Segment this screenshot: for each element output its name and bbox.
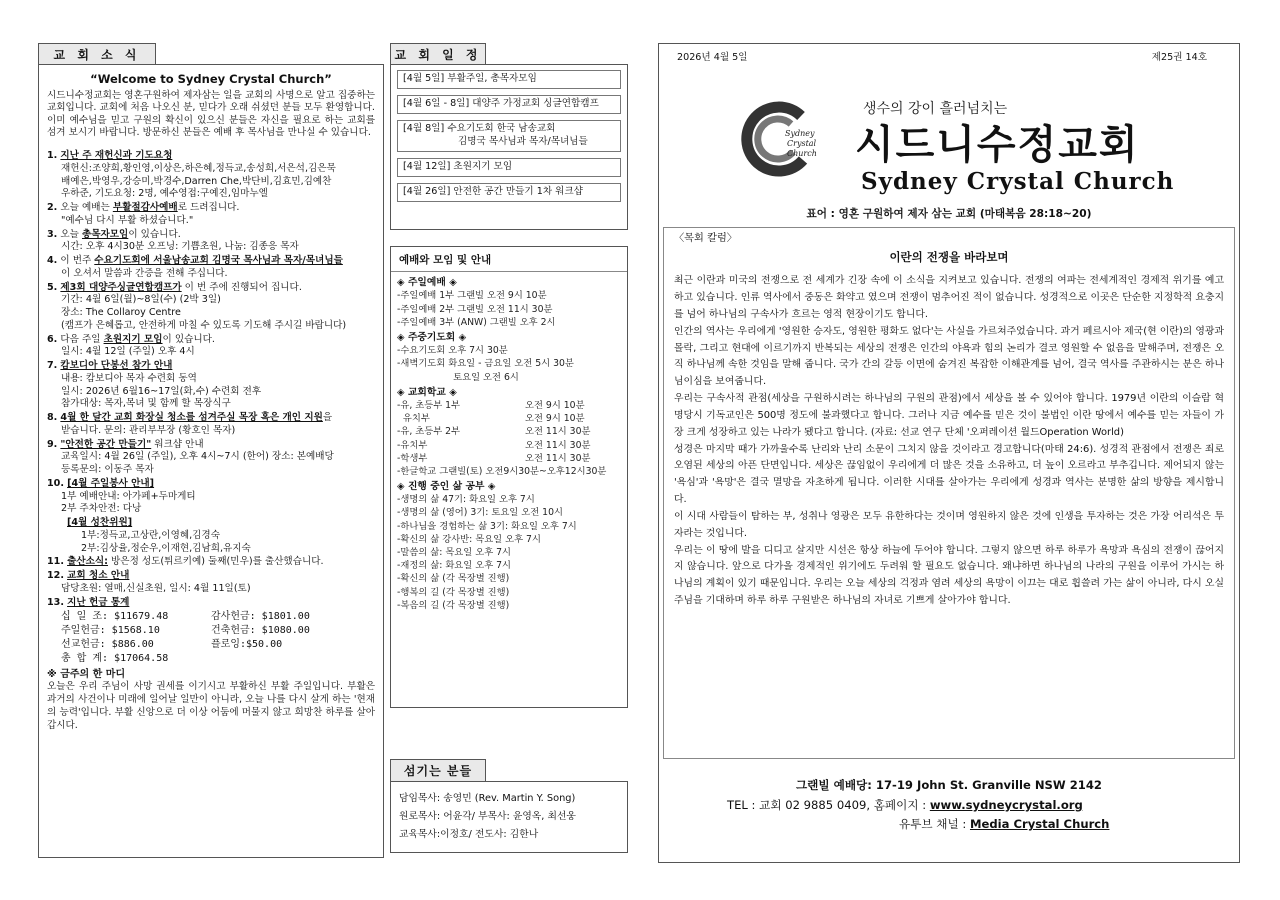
worship-line xyxy=(397,452,621,465)
worship-line-label: -수요기도회 오후 7시 30분 xyxy=(397,345,508,357)
news-item-post: 을 xyxy=(322,412,333,424)
news-item-line: 2부:김상율,정순우,이재현,김남희,유지숙 xyxy=(81,542,251,554)
news-item-line: 기간: 4월 6일(월)~8일(수) (2박 3일) xyxy=(61,294,221,306)
news-item-line: 등록문의: 이동주 목자 xyxy=(61,464,154,476)
schedule-tab: 교 회 일 정 xyxy=(390,43,486,65)
news-item-line: 참가대상: 목자,목녀 및 함께 할 목장식구 xyxy=(61,398,231,410)
news-item xyxy=(47,439,375,477)
worship-line-label: -유, 초등부 2부 xyxy=(397,426,461,438)
column-paragraph: 최근 이란과 미국의 전쟁으로 전 세계가 긴장 속에 이 소식을 지켜보고 있습니다. 전쟁의 여파는 전세계적인 경제적 위기를 예고 하고 있습니다. 인류 역사에서 중동은 화약고 였으며 전쟁이 멈추어진 적이 없습니다. 성경적으로 이곳은 단순한 지정학적 요충지를 넘어 하나님의 구속사가 흐르는 영적 현장이기도 합니다. xyxy=(674,275,1224,320)
news-item-head: [4월 성찬위원] xyxy=(67,517,133,529)
news-item-number: 5. xyxy=(47,281,58,293)
youtube-line xyxy=(659,815,1239,835)
news-item-post: 방은정 성도(튀르키예) 둘째(민우)를 출산했습니다. xyxy=(107,556,324,568)
worship-line xyxy=(397,533,621,546)
news-item-number: 8. xyxy=(47,412,58,424)
church-footer xyxy=(659,776,1239,835)
church-logo xyxy=(733,94,823,184)
worship-line-label: -확신의 삶 (각 목장별 진행) xyxy=(397,573,510,585)
news-item-head: 총목자모임 xyxy=(81,228,129,240)
news-item-line: 장소: The Collaroy Centre xyxy=(61,307,181,319)
worship-line-label: 토요일 오전 6시 xyxy=(397,371,519,383)
news-item-number: 7. xyxy=(47,360,58,372)
worship-line-label: -주일예배 3부 (ANW) 그랜빌 오후 2시 xyxy=(397,316,556,328)
worship-line-label: -학생부 xyxy=(397,452,428,464)
church-name-english: Sydney Crystal Church xyxy=(861,168,1175,195)
schedule-row xyxy=(397,70,621,89)
news-item-head: 교회 청소 안내 xyxy=(67,570,130,582)
news-item-pre: 오늘 xyxy=(60,228,82,240)
worship-line xyxy=(397,289,621,302)
column-paragraph: 이 시대 사람들이 탐하는 부, 성취나 영광은 모두 유한하다는 것이며 영원하지 않은 것에 인생을 투자하는 것은 가장 어리석은 투자라는 것입니다. xyxy=(674,510,1224,539)
column-paragraph: 인간의 역사는 우리에게 '영원한 승자도, 영원한 평화도 없다'는 사실을 가르쳐주었습니다. 과거 페르시아 제국(현 이란)의 영광과 몰락, 그리고 현대에 이르기까지 반복되는 세상의 전쟁은 인간의 야욕과 힘의 논리가 결코 영원할 수 없음을 말해주며, 전쟁은 오직 하나님께 속한 것임을 말해 줍니다. 국가 간의 갈등 이면에 숨겨진 복잡한 이해관계를 넘어, 결국 역사를 주관하시는 분은 하나님이심을 보여줍니다. xyxy=(674,325,1224,388)
closing-text: 오늘은 우리 주님이 사망 권세를 이기시고 부활하신 부활 주일입니다. 부활은 과거의 사건이나 미래에 일어날 일만이 아니라, 오늘 나를 다시 살게 하는 '현재의 능력'입니다. 부활 신앙으로 더 이상 어둠에 머물지 않고 희망찬 하루를 살아갑시다. xyxy=(47,681,375,731)
offering-stat: 건축헌금: $1080.00 xyxy=(211,625,310,637)
news-item-line: 배예은,박영우,강승미,박경수,Darren Che,박단비,김효민,김예찬 xyxy=(61,175,332,187)
news-tab: 교 회 소 식 xyxy=(38,43,156,65)
news-item-head: 지난 헌금 통계 xyxy=(67,596,130,608)
news-item-head: 수요기도회에 서울남송교회 김명국 목사님과 목자/목녀님들 xyxy=(94,255,343,267)
worship-line xyxy=(397,412,621,425)
worship-line xyxy=(397,599,621,612)
church-schedule-panel xyxy=(390,64,628,230)
schedule-text: [4월 8일] 수요기도회 한국 남송교회 xyxy=(403,122,556,134)
worship-info-panel xyxy=(390,246,628,708)
worship-line xyxy=(397,357,621,370)
news-item-number: 10. xyxy=(47,477,64,489)
news-item xyxy=(47,150,375,201)
tel-text: TEL : 교회 02 9885 0409, 홈페이지 : xyxy=(727,797,930,812)
worship-line-label: -한글학교 그랜빌(토) 오전9시30분~오후12시30분 xyxy=(397,465,607,477)
news-item-line: 일시: 2026년 6월16~17일(화,수) 수련회 전후 xyxy=(61,385,262,397)
pastor-column xyxy=(663,227,1235,759)
schedule-row xyxy=(397,95,621,114)
offering-stat: 십 일 조: $11679.48 xyxy=(61,611,169,623)
worship-line xyxy=(397,520,621,533)
news-item-pre: 오늘 예배는 xyxy=(60,202,113,214)
schedule-row xyxy=(397,120,621,152)
schedule-text: [4월 5일] 부활주일, 총목자모임 xyxy=(403,73,537,84)
news-item-post: 로 드려집니다. xyxy=(177,202,240,214)
news-item-head: 부활절감사예배 xyxy=(112,202,178,214)
news-item xyxy=(47,412,375,438)
worship-line xyxy=(397,506,621,519)
news-item xyxy=(47,556,375,569)
news-item-line: 우하준, 기도요청: 2명, 예수영접:구예진,임마누엘 xyxy=(61,188,268,200)
news-item-head: [4월 주일봉사 안내] xyxy=(67,477,155,489)
news-item-line: 2부 주차안전: 다낭 xyxy=(61,503,142,515)
svg-text:Crystal: Crystal xyxy=(787,139,817,148)
offering-stat: 감사헌금: $1801.00 xyxy=(211,611,310,623)
worship-line xyxy=(397,344,621,357)
news-item-line: 1부:정득교,고상란,이영혜,김경숙 xyxy=(81,529,220,541)
news-items xyxy=(47,150,375,609)
church-news-panel xyxy=(38,64,384,858)
church-name-korean: 시드니수정교회 xyxy=(855,121,1140,168)
news-item xyxy=(47,570,375,596)
news-item-number: 4. xyxy=(47,255,58,267)
news-item-head: "안전한 공간 만들기" xyxy=(60,438,152,450)
news-item xyxy=(47,597,375,610)
worship-line-label: -생명의 삶 47기: 화요일 오후 7시 xyxy=(397,494,535,506)
news-item xyxy=(47,202,375,228)
worship-line-label: -주일예배 2부 그랜빌 오전 11시 30분 xyxy=(397,303,553,315)
news-item-post: 이 있습니다. xyxy=(128,228,181,240)
news-item xyxy=(47,517,375,555)
svg-text:Church: Church xyxy=(787,149,817,158)
worship-body xyxy=(397,276,621,612)
worship-line-label: -복음의 길 (각 목장별 진행) xyxy=(397,599,510,611)
staff-line: 담임목사: 송영민 (Rev. Martin Y. Song) xyxy=(399,793,576,804)
youtube-label: 유투브 채널 : xyxy=(899,817,970,832)
news-item-line: 이 오셔서 말씀과 간증을 전해 주십니다. xyxy=(61,267,228,279)
offering-stat: 선교헌금: $886.00 xyxy=(61,638,154,650)
worship-line-time: 오전 9시 10분 xyxy=(525,399,585,411)
news-item-pre: 다음 주일 xyxy=(60,333,104,345)
worship-line-label: -생명의 삶 (영어) 3기: 토요일 오전 10시 xyxy=(397,507,563,519)
news-item xyxy=(47,334,375,360)
bulletin-date: 2026년 4월 5일 xyxy=(677,52,748,63)
worship-line xyxy=(397,572,621,585)
closing-title: ※ 금주의 한 마디 xyxy=(47,668,126,680)
offering-stats xyxy=(47,610,375,665)
column-paragraph: 성경은 마지막 때가 가까울수록 난리와 난리 소문이 그치지 않을 것이라고 경고합니다(마태 24:6). 성경적 관점에서 전쟁은 죄로 오염된 세상의 아픈 단면입니다. 세상은 끊임없이 우리에게 더 많은 것을 소유하고, 더 높이 오르라고 부추깁니다. 제어되지 않는 '욕심'과 '욕망'은 결국 멸망을 자초하게 됩니다. 이러한 시대를 살아가는 우리에게 성경과 역사는 분명한 삶의 방향을 제시합니다. xyxy=(674,443,1224,506)
news-item-head: 캄보디아 단봉선 참가 안내 xyxy=(60,360,173,372)
worship-line-label: -하나님을 경험하는 삶 3기: 화요일 오후 7시 xyxy=(397,520,577,532)
news-item-number: 3. xyxy=(47,228,58,240)
worship-line xyxy=(397,465,621,478)
news-item-head: 지난 주 재헌신과 기도요청 xyxy=(60,150,173,162)
worship-line-time: 오전 11시 30분 xyxy=(525,452,591,464)
contact-line xyxy=(659,796,1239,816)
news-item-line: 시간: 오후 4시30분 오프닝: 기쁨초원, 나눔: 김종응 목자 xyxy=(61,241,299,253)
news-item-line: 받습니다. 문의: 관리부부장 (황호인 목자) xyxy=(61,424,236,436)
news-item-line: 1부 예배안내: 아가페+두마게티 xyxy=(61,490,196,502)
news-item xyxy=(47,229,375,255)
news-item-post: 워크샵 안내 xyxy=(151,438,204,450)
news-item xyxy=(47,478,375,516)
worship-line-label: -새벽기도회 화요일 - 금요일 오전 5시 30분 xyxy=(397,358,574,370)
news-item-number: 2. xyxy=(47,202,58,214)
offering-stat: 플로잉:$50.00 xyxy=(211,638,283,650)
schedule-continuation: 김명국 목사님과 목자/목녀님들 xyxy=(458,135,588,147)
news-item-head: 제3회 대양주싱글연합캠프가 xyxy=(60,281,182,293)
worship-line-label: -재정의 삶: 화요일 오후 7시 xyxy=(397,560,512,572)
worship-line xyxy=(397,425,621,438)
worship-section-heading: ◈ 주중기도회 ◈ xyxy=(397,331,467,343)
news-item xyxy=(47,282,375,333)
schedule-row xyxy=(397,158,621,177)
news-item-number: 13. xyxy=(47,596,64,608)
motto: 표어 : 영혼 구원하여 제자 삼는 교회 (마태복음 28:18~20) xyxy=(806,208,1092,220)
column-paragraph: 우리는 구속사적 관점(세상을 구원하시려는 하나님의 구원의 관점)에서 세상을 볼 수 있어야 합니다. 1979년 이란의 이슬람 혁명당시 기독교인은 500명 정도에 불과했다고 합니다. 그러나 지금 예수를 믿은 것이 불법인 이란 땅에서 예수를 믿는 자들이 가장 크게 성장하고 있는 나라가 됐다고 합니다. (자료: 선교 연구 단체 '오퍼레이션 월드Operation World) xyxy=(674,393,1224,438)
worship-line xyxy=(397,546,621,559)
worship-line-label: -유, 초등부 1부 xyxy=(397,399,461,411)
offering-stat xyxy=(211,652,361,666)
news-item-head: 출산소식: xyxy=(67,556,108,568)
offering-stat: 총 합 계: $17064.58 xyxy=(61,652,169,664)
bulletin-cover xyxy=(658,43,1240,863)
news-item-line: 담당초원: 열매,신실초원, 일시: 4월 11일(토) xyxy=(61,582,251,594)
news-item-post: 이 번 주에 진행되어 집니다. xyxy=(181,281,302,293)
news-item-pre: 이 번주 xyxy=(60,255,95,267)
news-item-line: "예수님 다시 부활 하셨습니다." xyxy=(61,214,194,226)
website-link[interactable]: www.sydneycrystal.org xyxy=(929,797,1083,812)
news-item-line: 내용: 캄보디아 목자 수련회 동역 xyxy=(61,372,197,384)
worship-line xyxy=(397,586,621,599)
worship-title: 예배와 모임 및 안내 xyxy=(391,247,627,272)
news-item-number: 12. xyxy=(47,570,64,582)
news-item-line: (캠프가 은혜롭고, 안전하게 마칠 수 있도록 기도해 주시길 바랍니다) xyxy=(61,319,347,331)
worship-line-label: -확신의 삶 강사반: 목요일 오후 7시 xyxy=(397,533,541,545)
column-body xyxy=(674,273,1224,610)
column-title: 이란의 전쟁을 바라보며 xyxy=(889,249,1009,264)
news-item-number: 6. xyxy=(47,333,58,345)
slogan: 생수의 강이 흘러넘치는 xyxy=(863,101,1008,117)
worship-line xyxy=(397,371,621,384)
staff-line: 원로목사: 어윤각/ 부목사: 윤영옥, 최선웅 xyxy=(399,811,576,823)
worship-line-time: 오전 11시 30분 xyxy=(525,426,591,438)
youtube-link[interactable]: Media Crystal Church xyxy=(969,817,1110,832)
welcome-intro: 시드니수정교회는 영혼구원하여 제자삼는 일을 교회의 사명으로 알고 집중하는 교회입니다. 교회에 처음 나오신 분, 믿다가 오래 쉬셨던 분들 모두 환영합니다. 이미 예수님을 믿고 구원의 확신이 있으신 분들은 자신을 필요로 하는 교회를 섬겨 보시기 바랍니다. 방문하신 분들은 예배 후 목사님을 만나실 수 있습니다. xyxy=(47,89,375,139)
news-item-number: 11. xyxy=(47,556,64,568)
svg-text:Sydney: Sydney xyxy=(785,129,815,138)
worship-line xyxy=(397,399,621,412)
news-item-post: 이 있습니다. xyxy=(162,333,215,345)
news-item-number: 9. xyxy=(47,438,58,450)
offering-stat: 주일헌금: $1568.10 xyxy=(61,625,160,637)
schedule-row xyxy=(397,183,621,202)
worship-line xyxy=(397,303,621,316)
staff-panel xyxy=(390,781,628,853)
church-address: 그랜빌 예배당: 17-19 John St. Granville NSW 2142 xyxy=(795,778,1102,792)
worship-section-heading: ◈ 교회학교 ◈ xyxy=(397,386,457,398)
news-item-head: 초원지기 모임 xyxy=(103,333,163,345)
news-item-line: 재헌신:조양희,황인영,이상은,하은혜,정득교,송성희,서은석,김은묵 xyxy=(61,162,336,174)
worship-line-label: -행복의 길 (각 목장별 진행) xyxy=(397,586,510,598)
column-paragraph: 우리는 이 땅에 발을 디디고 살지만 시선은 항상 하늘에 두어야 합니다. 그렇지 않으면 하루 하루가 욕망과 욕심의 전쟁이 끊어지지 않습니다. 앞으로 다가올 경제적인 위기에도 두려워 할 필요도 없습니다. 왜냐하면 하나님의 나라의 구원을 이루어 가시는 하나님의 계획이 있기 때문입니다. 우리는 오늘 세상의 걱정과 염려 세상의 욕망이 이끄는 대로 휩쓸려 가는 삶이 아니라, 다시 오실 주님을 기대하며 하루 하루 구원받은 하나님의 자녀로 기쁘게 살아가야 합니다. xyxy=(674,544,1224,607)
staff-line: 교육목사:이정호/ 전도사: 김한나 xyxy=(399,829,539,841)
worship-line xyxy=(397,559,621,572)
worship-line-label: -유치부 xyxy=(397,439,428,451)
bulletin-volume: 제25권 14호 xyxy=(1151,52,1207,63)
welcome-title: “Welcome to Sydney Crystal Church” xyxy=(90,72,332,86)
worship-section-heading: ◈ 주일예배 ◈ xyxy=(397,277,457,289)
news-item-head: 4월 한 달간 교회 화장실 청소를 섬겨주실 목장 혹은 개인 지원 xyxy=(60,412,323,424)
worship-line xyxy=(397,316,621,329)
worship-line xyxy=(397,439,621,452)
news-item xyxy=(47,255,375,281)
staff-tab: 섬기는 분들 xyxy=(390,759,486,781)
worship-line-label: 유치부 xyxy=(397,413,430,425)
schedule-text: [4월 26일] 안전한 공간 만들기 1차 워크샵 xyxy=(403,185,583,197)
worship-line-label: -말씀의 삶: 목요일 오후 7시 xyxy=(397,547,512,559)
schedule-text: [4월 12일] 초원지기 모임 xyxy=(403,160,513,172)
news-item-line: 교육일시: 4월 26일 (주일), 오후 4시~7시 (한어) 장소: 본예배당 xyxy=(61,451,334,463)
news-item-line: 일시: 4월 12일 (주일) 오후 4시 xyxy=(61,346,195,358)
worship-section-heading: ◈ 진행 중인 삶 공부 ◈ xyxy=(397,481,496,493)
worship-line xyxy=(397,493,621,506)
worship-line-time: 오전 9시 10분 xyxy=(525,413,585,425)
worship-line-time: 오전 11시 30분 xyxy=(525,439,591,451)
news-item xyxy=(47,360,375,411)
schedule-text: [4월 6일 - 8일] 대양주 가정교회 싱글연합캠프 xyxy=(403,97,599,109)
news-item-number: 1. xyxy=(47,150,58,162)
column-label: 〈목회 칼럼〉 xyxy=(674,233,737,244)
worship-line-label: -주일예배 1부 그랜빌 오전 9시 10분 xyxy=(397,290,547,302)
